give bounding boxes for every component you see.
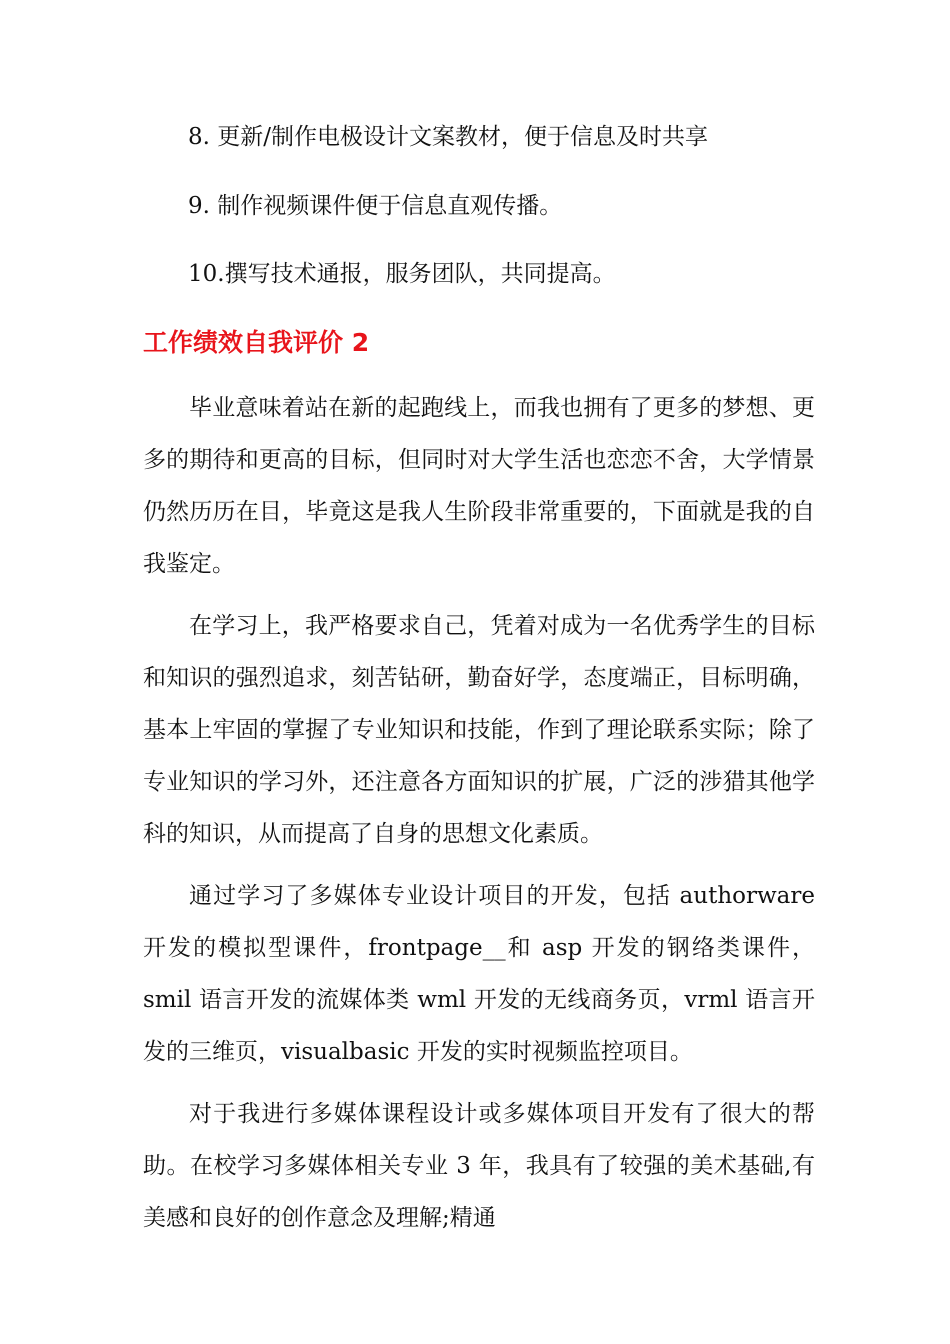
list-item: 8. 更新/制作电极设计文案教材，便于信息及时共享 — [188, 124, 709, 150]
paragraph: 在学习上，我严格要求自己，凭着对成为一名优秀学生的目标和知识的强烈追求，刻苦钻研，勤奋好学，态度端正，目标明确，基本上牢固的掌握了专业知识和技能，作到了理论联系实际；除了专业知识的学习外，还注意各方面知识的扩展，广泛的涉猎其他学科的知识，从而提高了自身的思想文化素质。 — [143, 613, 815, 847]
paragraph: 对于我进行多媒体课程设计或多媒体项目开发有了很大的帮助。在校学习多媒体相关专业 3 年，我具有了较强的美术基础,有美感和良好的创作意念及理解;精通 — [143, 1101, 815, 1231]
list-item: 9. 制作视频课件便于信息直观传播。 — [188, 193, 563, 219]
paragraph: 毕业意味着站在新的起跑线上，而我也拥有了更多的梦想、更多的期待和更高的目标，但同时对大学生活也恋恋不舍，大学情景仍然历历在目，毕竟这是我人生阶段非常重要的，下面就是我的自我鉴定。 — [143, 395, 815, 577]
section-heading: 工作绩效自我评价 2 — [143, 328, 370, 357]
paragraph: 通过学习了多媒体专业设计项目的开发，包括 authorware 开发的模拟型课件，frontpage__和 asp 开发的钢络类课件，smil 语言开发的流媒体类 wml 开发的无线商务页，vrml 语言开发的三维页，visualbasic 开发的实时视频监控项目。 — [143, 883, 815, 1065]
list-item: 10.撰写技术通报，服务团队，共同提高。 — [188, 261, 616, 287]
